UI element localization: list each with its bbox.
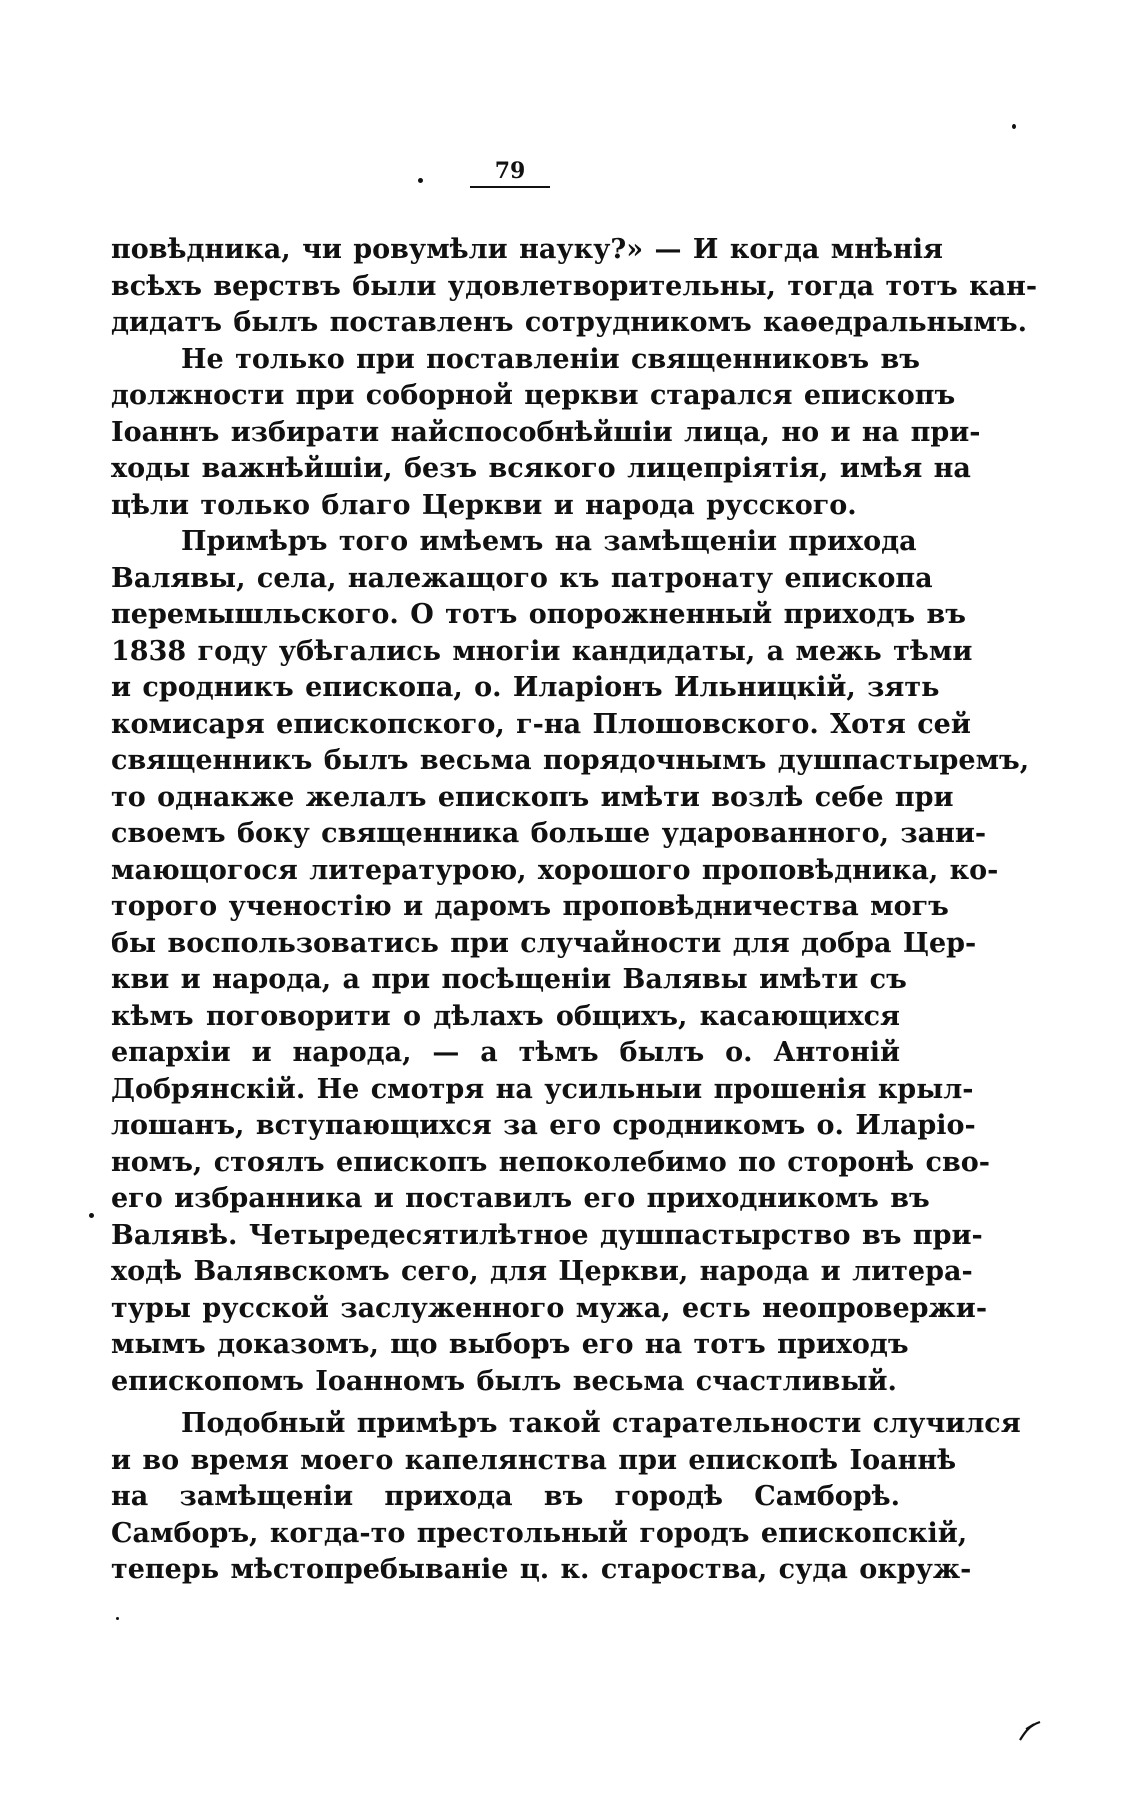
text-line: его избранника и поставилъ его приходникомъ въ <box>111 1183 930 1214</box>
text-line: Валявѣ. Четыредесятилѣтное душпастырство въ при- <box>111 1219 983 1251</box>
text-line: мающогося литературою, хорошого проповѣдника, ко- <box>111 854 999 886</box>
text-line: комисаря епископского, г-на Плошовского. Хотя сей <box>111 708 971 740</box>
corner-mark <box>1012 124 1016 129</box>
text-line: бы воспользоватись при случайности для добра Цер- <box>111 927 977 959</box>
text-line: 1838 году убѣгались многіи кандидаты, а межь тѣми <box>111 635 973 667</box>
text-line: Примѣръ того имѣемъ на замѣщеніи прихода <box>181 526 917 557</box>
text-line: перемышльского. О тотъ опорожненный приходъ въ <box>111 599 966 630</box>
text-line: номъ, стоялъ епископъ непоколебимо по сторонѣ сво- <box>111 1146 990 1178</box>
text-line: епархіи и народа, — а тѣмъ былъ о. Антоній <box>111 1037 900 1068</box>
text-line: туры русской заслуженного мужа, есть неопровержи- <box>111 1292 988 1324</box>
text-line: на замѣщеніи прихода въ городѣ Самборѣ. <box>111 1481 900 1512</box>
text-line: Подобный примѣръ такой старательности случился <box>181 1408 1021 1439</box>
ink-scratch-mark <box>1018 1720 1042 1742</box>
text-line: священникъ былъ весьма порядочнымъ душпастыремъ, <box>111 745 1030 776</box>
text-line: епископомъ Іоанномъ былъ весьма счастливый. <box>111 1365 897 1397</box>
text-line: Не только при поставленіи священниковъ въ <box>181 343 920 375</box>
text-line: кѣмъ поговорити о дѣлахъ общихъ, касающихся <box>111 1000 900 1032</box>
bottom-speck <box>116 1617 119 1620</box>
text-line: Добрянскій. Не смотря на усильныи прошенія крыл- <box>111 1073 974 1105</box>
text-line: и во время моего капелянства при епископѣ Іоаннѣ <box>111 1444 957 1476</box>
margin-dot <box>89 1213 94 1218</box>
text-line: повѣдника, чи ровумѣли науку?» — И когда мнѣнія <box>111 234 943 265</box>
body-text <box>111 232 1038 1589</box>
text-line: ходы важнѣйшіи, безъ всякого лицепріятія, имѣя на <box>111 453 971 484</box>
text-line: всѣхъ верствъ были удовлетворительны, тогда тотъ кан- <box>111 270 1038 302</box>
page-number: 79 <box>470 160 550 188</box>
text-line: ходѣ Валявскомъ сего, для Церкви, народа и литера- <box>111 1256 973 1287</box>
text-line: своемъ боку священника больше ударованного, зани- <box>111 818 987 849</box>
text-line: теперь мѣстопребываніе ц. к. староства, суда окруж- <box>111 1554 972 1585</box>
text-line: лошанъ, вступающихся за его сродникомъ о. Иларіо- <box>111 1110 976 1141</box>
text-line: кви и народа, а при посѣщеніи Валявы имѣти съ <box>111 964 907 995</box>
text-line: дидатъ былъ поставленъ сотрудникомъ каѳедральнымъ. <box>111 307 1027 338</box>
text-line: цѣли только благо Церкви и народа русского. <box>111 489 857 521</box>
text-line: мымъ доказомъ, що выборъ его на тотъ приходъ <box>111 1329 909 1360</box>
text-line: должности при соборной церкви старался епископъ <box>111 380 956 411</box>
header-dot <box>418 178 423 183</box>
text-line: и сродникъ епископа, о. Иларіонъ Ильницкій, зять <box>111 672 940 703</box>
text-line: Валявы, села, належащого къ патронату епископа <box>111 562 933 594</box>
text-line: то однакже желалъ епископъ имѣти возлѣ себе при <box>111 781 954 813</box>
text-line: торого ученостію и даромъ проповѣдничества могъ <box>111 891 949 922</box>
text-line: Самборъ, когда-то престольный городъ епископскій, <box>111 1517 968 1549</box>
text-line: Іоаннъ избирати найспособнѣйшіи лица, но и на при- <box>111 416 981 448</box>
